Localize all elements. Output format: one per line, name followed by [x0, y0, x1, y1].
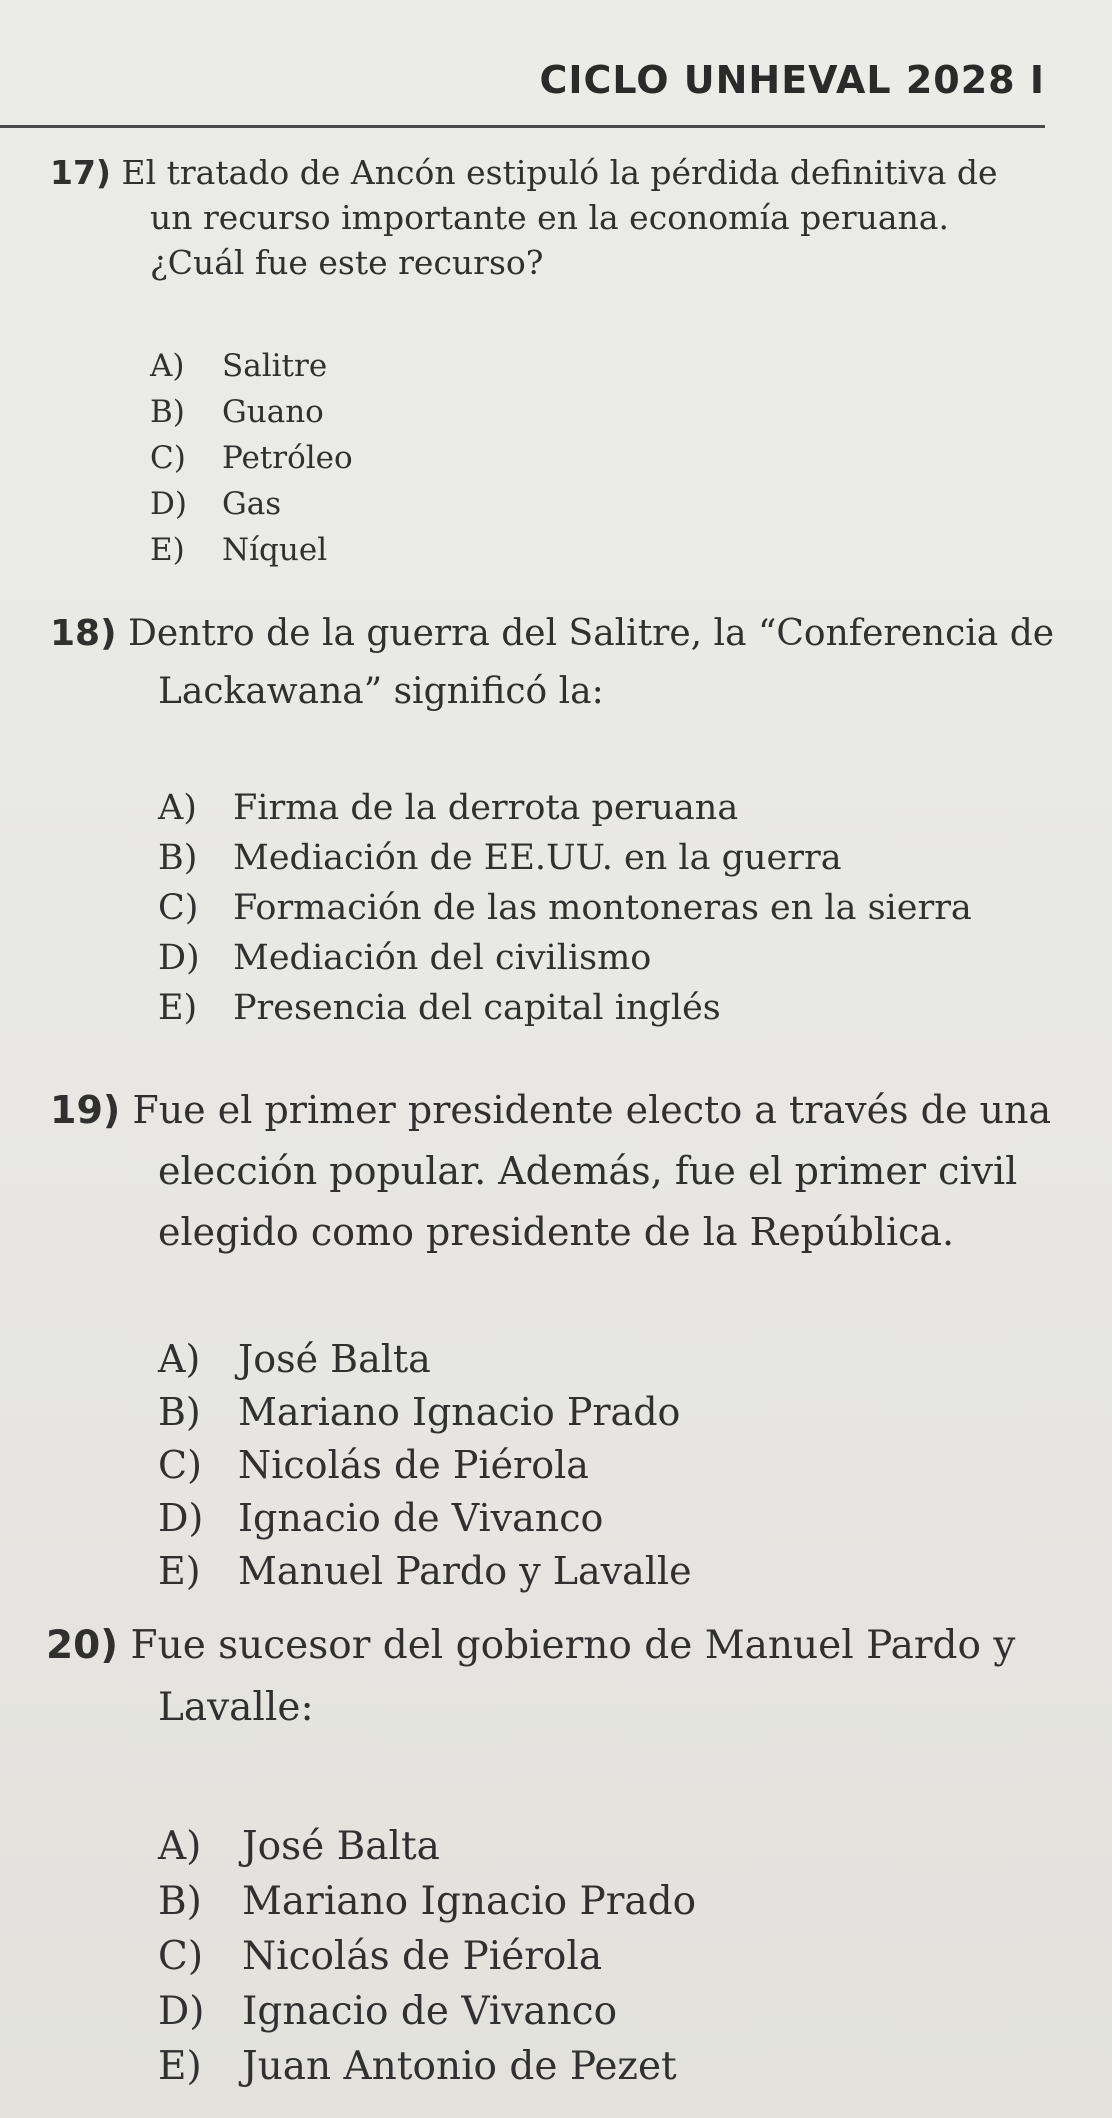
option-list — [158, 783, 1098, 1033]
option-d[interactable] — [158, 933, 1098, 983]
option-letter: B) — [158, 1879, 202, 1924]
page-header: CICLO UNHEVAL 2028 I — [539, 58, 1045, 102]
option-letter: A) — [150, 348, 185, 384]
option-b[interactable] — [158, 1874, 1108, 1929]
option-letter: C) — [158, 1934, 204, 1979]
option-b[interactable] — [158, 833, 1098, 883]
header-rule — [0, 125, 1045, 128]
option-text: Firma de la derrota peruana — [233, 788, 739, 828]
option-e[interactable] — [158, 1545, 1108, 1598]
option-text: José Balta — [238, 1337, 431, 1381]
option-letter: E) — [158, 988, 198, 1028]
question-number: 17) — [50, 153, 112, 192]
option-text: Nicolás de Piérola — [242, 1934, 603, 1979]
option-text: Mediación de EE.UU. en la guerra — [233, 838, 842, 878]
question-17 — [50, 150, 1050, 573]
option-text: Gas — [222, 486, 282, 522]
option-c[interactable] — [158, 883, 1098, 933]
option-list — [158, 1819, 1108, 2094]
option-list — [158, 1333, 1108, 1598]
option-text: Formación de las montoneras en la sierra — [233, 888, 972, 928]
option-c[interactable] — [150, 435, 1050, 481]
option-e[interactable] — [150, 527, 1050, 573]
option-a[interactable] — [158, 1333, 1108, 1386]
question-number: 18) — [50, 613, 117, 654]
option-d[interactable] — [158, 1984, 1108, 2039]
option-e[interactable] — [158, 983, 1098, 1033]
question-text: Fue el primer presidente electo a través de una elección popular. Además, fue el primer civil elegido como presidente de la República. — [132, 1088, 1052, 1254]
option-letter: C) — [158, 888, 199, 928]
option-text: Mariano Ignacio Prado — [238, 1390, 681, 1434]
option-letter: C) — [150, 440, 186, 476]
question-text: Dentro de la guerra del Salitre, la “Conferencia de Lackawana” significó la: — [128, 613, 1055, 712]
option-text: Nicolás de Piérola — [238, 1443, 589, 1487]
option-text: Presencia del capital inglés — [233, 988, 721, 1028]
question-19 — [50, 1080, 1108, 1598]
option-text: Petróleo — [222, 440, 353, 476]
option-text: Ignacio de Vivanco — [238, 1496, 604, 1540]
option-letter: B) — [158, 1390, 201, 1434]
option-letter: A) — [158, 788, 197, 828]
option-a[interactable] — [158, 783, 1098, 833]
option-d[interactable] — [158, 1492, 1108, 1545]
option-letter: D) — [158, 938, 200, 978]
question-stem — [46, 1615, 1108, 1739]
option-c[interactable] — [158, 1439, 1108, 1492]
option-text: Ignacio de Vivanco — [242, 1989, 618, 2034]
option-letter: D) — [150, 486, 187, 522]
option-letter: E) — [150, 532, 185, 568]
option-d[interactable] — [150, 481, 1050, 527]
option-text: Guano — [222, 394, 324, 430]
option-list — [150, 343, 1050, 573]
option-b[interactable] — [158, 1386, 1108, 1439]
question-20 — [46, 1615, 1108, 2094]
option-text: José Balta — [242, 1824, 440, 1869]
option-c[interactable] — [158, 1929, 1108, 1984]
option-letter: A) — [158, 1337, 201, 1381]
option-text: Níquel — [222, 532, 328, 568]
option-text: Juan Antonio de Pezet — [242, 2044, 677, 2089]
option-text: Mediación del civilismo — [233, 938, 652, 978]
option-letter: D) — [158, 1989, 205, 2034]
option-b[interactable] — [150, 389, 1050, 435]
option-text: Manuel Pardo y Lavalle — [238, 1549, 692, 1593]
option-a[interactable] — [150, 343, 1050, 389]
option-letter: E) — [158, 2044, 202, 2089]
option-text: Salitre — [222, 348, 328, 384]
question-stem — [50, 1080, 1108, 1263]
option-text: Mariano Ignacio Prado — [242, 1879, 697, 1924]
question-stem — [50, 150, 1050, 285]
option-letter: B) — [158, 838, 198, 878]
option-letter: B) — [150, 394, 185, 430]
question-text: Fue sucesor del gobierno de Manuel Pardo y Lavalle: — [130, 1623, 1016, 1730]
option-letter: E) — [158, 1549, 201, 1593]
question-text: El tratado de Ancón estipuló la pérdida definitiva de un recurso importante en la economía peruana. ¿Cuál fue este recurso? — [121, 153, 998, 282]
question-stem — [50, 605, 1098, 721]
question-number: 19) — [50, 1088, 121, 1132]
question-18 — [50, 605, 1098, 1033]
option-a[interactable] — [158, 1819, 1108, 1874]
option-letter: C) — [158, 1443, 202, 1487]
option-letter: A) — [158, 1824, 202, 1869]
option-letter: D) — [158, 1496, 204, 1540]
option-e[interactable] — [158, 2039, 1108, 2094]
question-number: 20) — [46, 1623, 119, 1668]
